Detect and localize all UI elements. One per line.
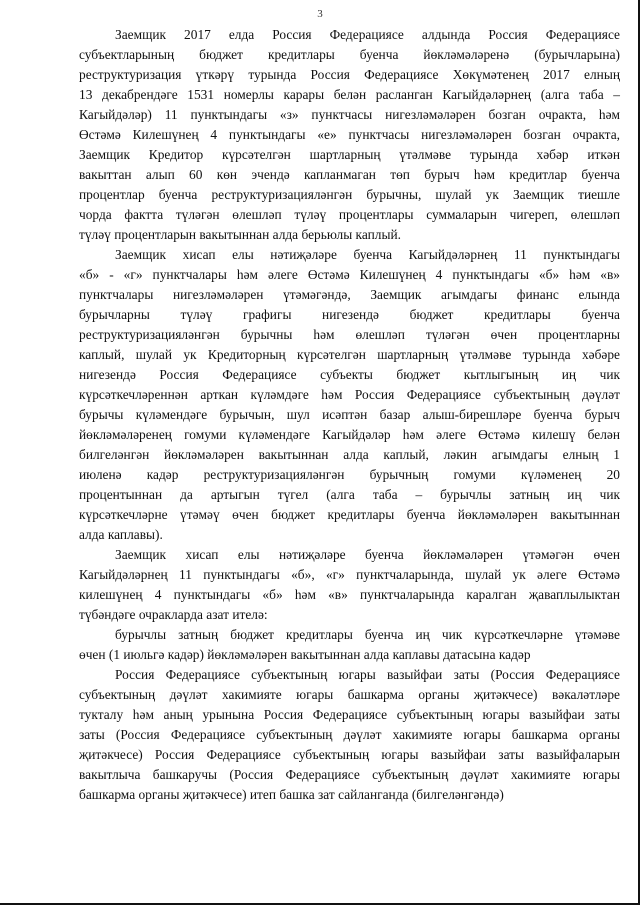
text-line: Заемщик Кредитор күрсәтелгән шартларның үтәлмәве турында хәбәр иткән: [79, 147, 620, 162]
text-line: реструктуризацияләнгән бурычны һәм өлешләп түләгән өчен процентларны: [79, 327, 620, 342]
text-line: тукталу һәм аның урынына Россия Федерациясе субъектының югары вазыйфаи заты: [79, 707, 620, 722]
document-body: [79, 25, 620, 805]
text-line: заты (Россия Федерациясе субъектының дәүләт хакимияте югары башкарма органы: [79, 727, 620, 742]
text-line: билгеләнгән йөкләмәләрен вакытыннан алда каплый, ләкин агымдагы елның 1: [79, 447, 620, 462]
text-line: вакытлыча башкаручы (Россия Федерациясе субъектының дәүләт хакимияте югары: [79, 767, 620, 782]
paragraph: [79, 625, 620, 665]
text-line: башкарма органы җитәкчесе) итеп башка зат сайланганда (билгеләнгәндә): [79, 787, 504, 802]
text-line: бурычы күләмендәге бурычын, шул исәптән базар алыш-бирешләре буенча бурыч: [79, 407, 620, 422]
text-line: түбәндәге очракларда азат ителә:: [79, 607, 268, 622]
text-line: реструктуризация үткәрү турында Россия Федерациясе Хөкүмәтенең 2017 елның: [79, 67, 620, 82]
text-line: Өстәмә Килешүнең 4 пунктындагы «е» пунктчасы нигезләмәләрен бозган очракта,: [79, 127, 620, 142]
text-line: процентыннан да артыгын түгел (алга таба – бурычлы затның иң чик: [79, 487, 620, 502]
text-line: нигезендә Россия Федерациясе субъекты бюджет кытлыгының иң чик: [79, 367, 620, 382]
text-line: «б» - «г» пунктчалары һәм әлеге Өстәмә Килешүнең 4 пунктындагы «б» һәм «в»: [79, 267, 620, 282]
text-line: күрсәткечләрне үтәмәү өчен бюджет кредитлары буенча йөкләмәләрен вакытыннан: [79, 507, 620, 522]
text-line: Заемщик 2017 елда Россия Федерациясе алдында Россия Федерациясе: [115, 27, 620, 42]
paragraph: [79, 545, 620, 625]
text-line: вакыттан алып 60 көн эчендә капланмаган төп бурыч һәм кредитлар буенча: [79, 167, 620, 182]
text-line: Россия Федерациясе субъектының югары вазыйфаи заты (Россия Федерациясе: [115, 667, 620, 682]
paragraph: [79, 25, 620, 245]
text-line: 13 декабрендәге 1531 номерлы карары белән расланган Кагыйдәләрнең (алга таба –: [79, 87, 620, 102]
text-line: бурычларны түләү графигы нигезендә бюджет кредитлары буенча: [79, 307, 620, 322]
text-line: килешүнең 4 пунктындагы «б» һәм «в» пунктчаларында каралган җаваплылыктан: [79, 587, 620, 602]
text-line: бурычлы затның бюджет кредитлары буенча иң чик күрсәткечләрне үтәмәве: [115, 627, 620, 642]
text-line: Кагыйдәләрнең 11 пунктындагы «б», «г» пунктчаларында, шулай ук әлеге Өстәмә: [79, 567, 620, 582]
text-line: чорда фактта түләгән өлешләп түләү процентлары суммаларын чигереп, өлешләп: [79, 207, 620, 222]
text-line: субъектының дәүләт хакимияте югары башкарма органы җитәкчесе) вәкаләтләре: [79, 687, 620, 702]
text-line: Заемщик хисап елы нәтиҗәләре буенча йөкләмәләрен үтәмәгән өчен: [115, 547, 620, 562]
text-line: өчен (1 июльгә кадәр) йөкләмәләрен вакытыннан алда каплавы датасына кадәр: [79, 647, 531, 662]
paragraph: [79, 665, 620, 805]
text-line: түләү процентларын вакытыннан алда берьюлы каплый.: [79, 227, 401, 242]
text-line: каплый, шулай ук Кредиторның күрсәтелгән шартларның үтәлмәве турында хәбәре: [79, 347, 620, 362]
text-line: процентлар буенча реструктуризацияләнгән бурычны, шулай ук Заемщик тиешле: [79, 187, 620, 202]
text-line: субъектларының бюджет кредитлары буенча йөкләмәләренә (бурычларына): [79, 47, 620, 62]
page-number: 3: [317, 8, 323, 20]
paragraph: [79, 245, 620, 545]
text-line: җитәкчесе) Россия Федерациясе субъектының югары вазыйфаи заты вазыйфаларын: [79, 747, 620, 762]
text-line: июленә кадәр реструктуризацияләнгән бурычның гомуми күләменең 20: [79, 467, 620, 482]
text-line: Кагыйдәләр) 11 пунктындагы «з» пунктчасы нигезләмәләрен бозган очракта, һәм: [79, 107, 620, 122]
text-line: күрсәткечләреннән арткан күләмдәге һәм Россия Федерациясе субъектының дәүләт: [79, 387, 620, 402]
text-line: пунктчалары нигезләмәләрен үтәмәгәндә, Заемщик агымдагы финанс елында: [79, 287, 620, 302]
text-line: Заемщик хисап елы нәтиҗәләре буенча Кагыйдәләрнең 11 пунктындагы: [115, 247, 620, 262]
text-line: йөкләмәләренең гомуми күләмендәге Кагыйдәләр һәм әлеге Өстәмә килешү белән: [79, 427, 620, 442]
text-line: алда каплавы).: [79, 527, 163, 542]
